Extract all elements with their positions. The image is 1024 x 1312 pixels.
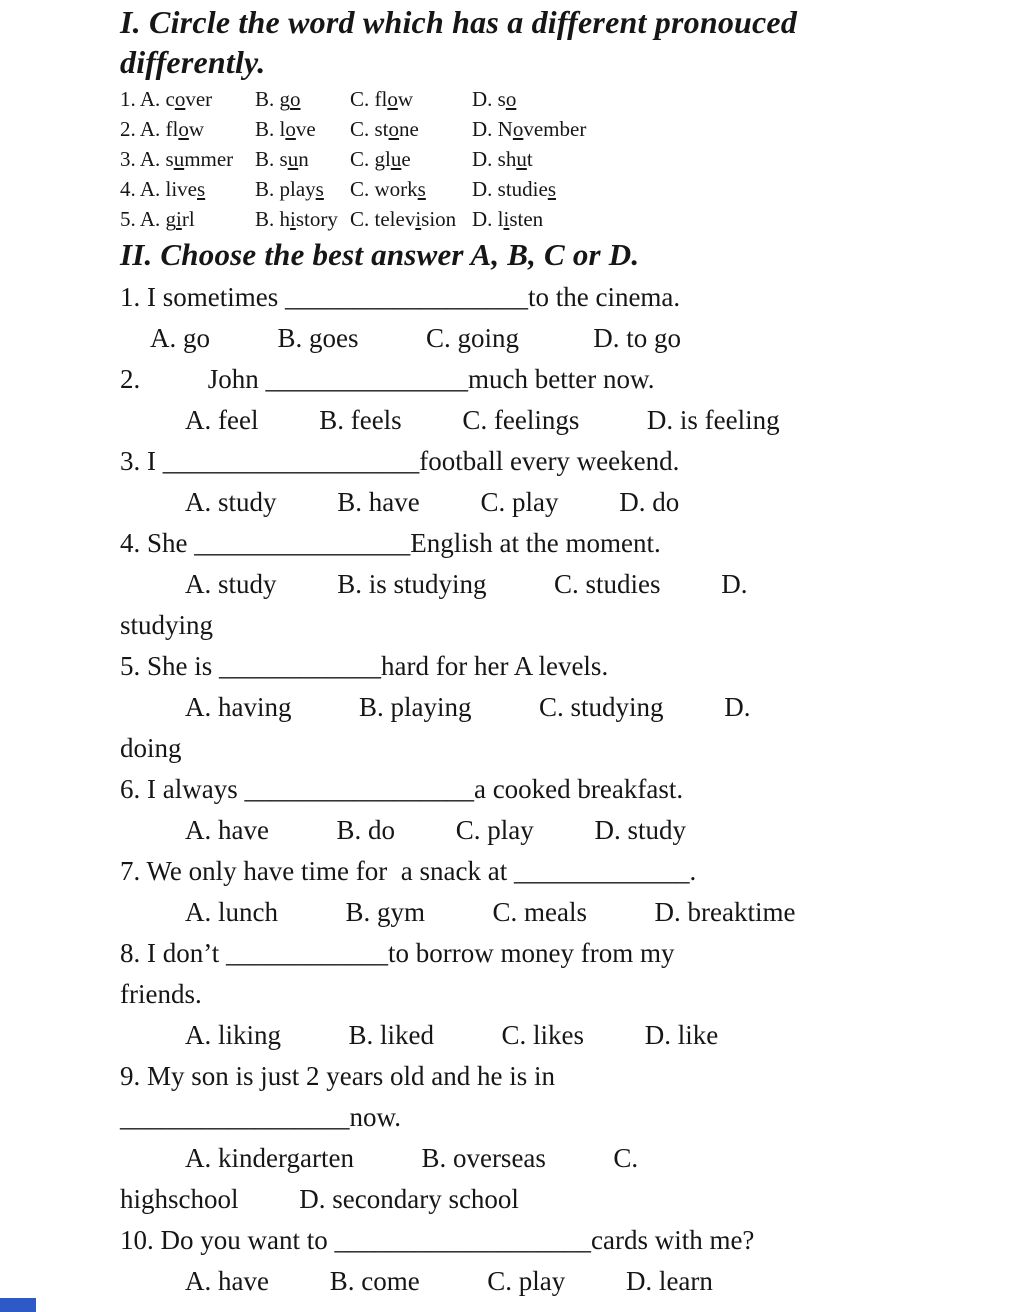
answer-options-line: A. kindergarten B. overseas C. [185,1143,639,1173]
section1-pronunciation-table [120,84,928,234]
pronunciation-option: B. plays [255,177,324,201]
pronunciation-option: B. love [255,117,316,141]
answer-options-line: A. liking B. liked C. likes D. like [185,1020,719,1050]
question-line: 2. John _______________much better now. [120,364,655,394]
pronunciation-row [120,204,928,234]
pronunciation-row [120,84,928,114]
pronunciation-option: B. go [255,87,301,111]
question-line: friends. [120,979,202,1009]
section1-heading-line: I. Circle the word which has a different pronouced [120,4,798,40]
section1-heading [120,2,928,82]
pronunciation-option: C. flow [350,87,414,111]
pronunciation-row [120,144,928,174]
question-line: _________________now. [120,1102,401,1132]
answer-options-line: A. have B. come C. play D. learn [185,1266,713,1296]
pronunciation-option: 4. A. lives [120,177,206,201]
question-line: 4. She ________________English at the moment. [120,528,661,558]
question-line: studying [120,610,214,640]
pronunciation-row [120,174,928,204]
pronunciation-option: C. stone [350,117,419,141]
pronunciation-option: D. listen [472,207,544,231]
pronunciation-option: C. works [350,177,426,201]
pronunciation-option: C. glue [350,147,411,171]
pronunciation-option: D. so [472,87,517,111]
answer-options-line: A. feel B. feels C. feelings D. is feeling [185,405,780,435]
question-line: 1. I sometimes __________________to the cinema. [120,282,681,312]
answer-options-line: A. study B. is studying C. studies D. [185,569,748,599]
answer-options-line: A. lunch B. gym C. meals D. breaktime [185,897,796,927]
section1-heading-line: differently. [120,44,266,80]
blue-corner-scan-mark [0,1298,36,1312]
answer-options-line: A. having B. playing C. studying D. [185,692,751,722]
question-line: highschool D. secondary school [120,1184,519,1214]
question-line: 10. Do you want to ___________________cards with me? [120,1225,755,1255]
question-line: 5. She is ____________hard for her A levels. [120,651,609,681]
answer-options-line: A. study B. have C. play D. do [185,487,680,517]
pronunciation-option: C. television [350,207,457,231]
question-line: 9. My son is just 2 years old and he is in [120,1061,555,1091]
section2-heading: II. Choose the best answer A, B, C or D. [120,237,640,272]
question-line: 6. I always _________________a cooked breakfast. [120,774,684,804]
pronunciation-option: B. sun [255,147,309,171]
answer-options-line: A. go B. goes C. going D. to go [150,323,682,353]
question-line: 7. We only have time for a snack at _____________. [120,856,697,886]
pronunciation-option: 3. A. summer [120,147,234,171]
question-line: 8. I don’t ____________to borrow money from my [120,938,675,968]
answer-options-line: A. have B. do C. play D. study [185,815,686,845]
section2-questions [120,277,928,1302]
pronunciation-option: 2. A. flow [120,117,205,141]
pronunciation-option: D. shut [472,147,533,171]
pronunciation-option: 1. A. cover [120,87,213,111]
pronunciation-option: 5. A. girl [120,207,195,231]
question-line: 3. I ___________________football every weekend. [120,446,680,476]
pronunciation-option: D. November [472,117,587,141]
pronunciation-row [120,114,928,144]
pronunciation-option: D. studies [472,177,557,201]
pronunciation-option: B. history [255,207,338,231]
question-line: doing [120,733,182,763]
